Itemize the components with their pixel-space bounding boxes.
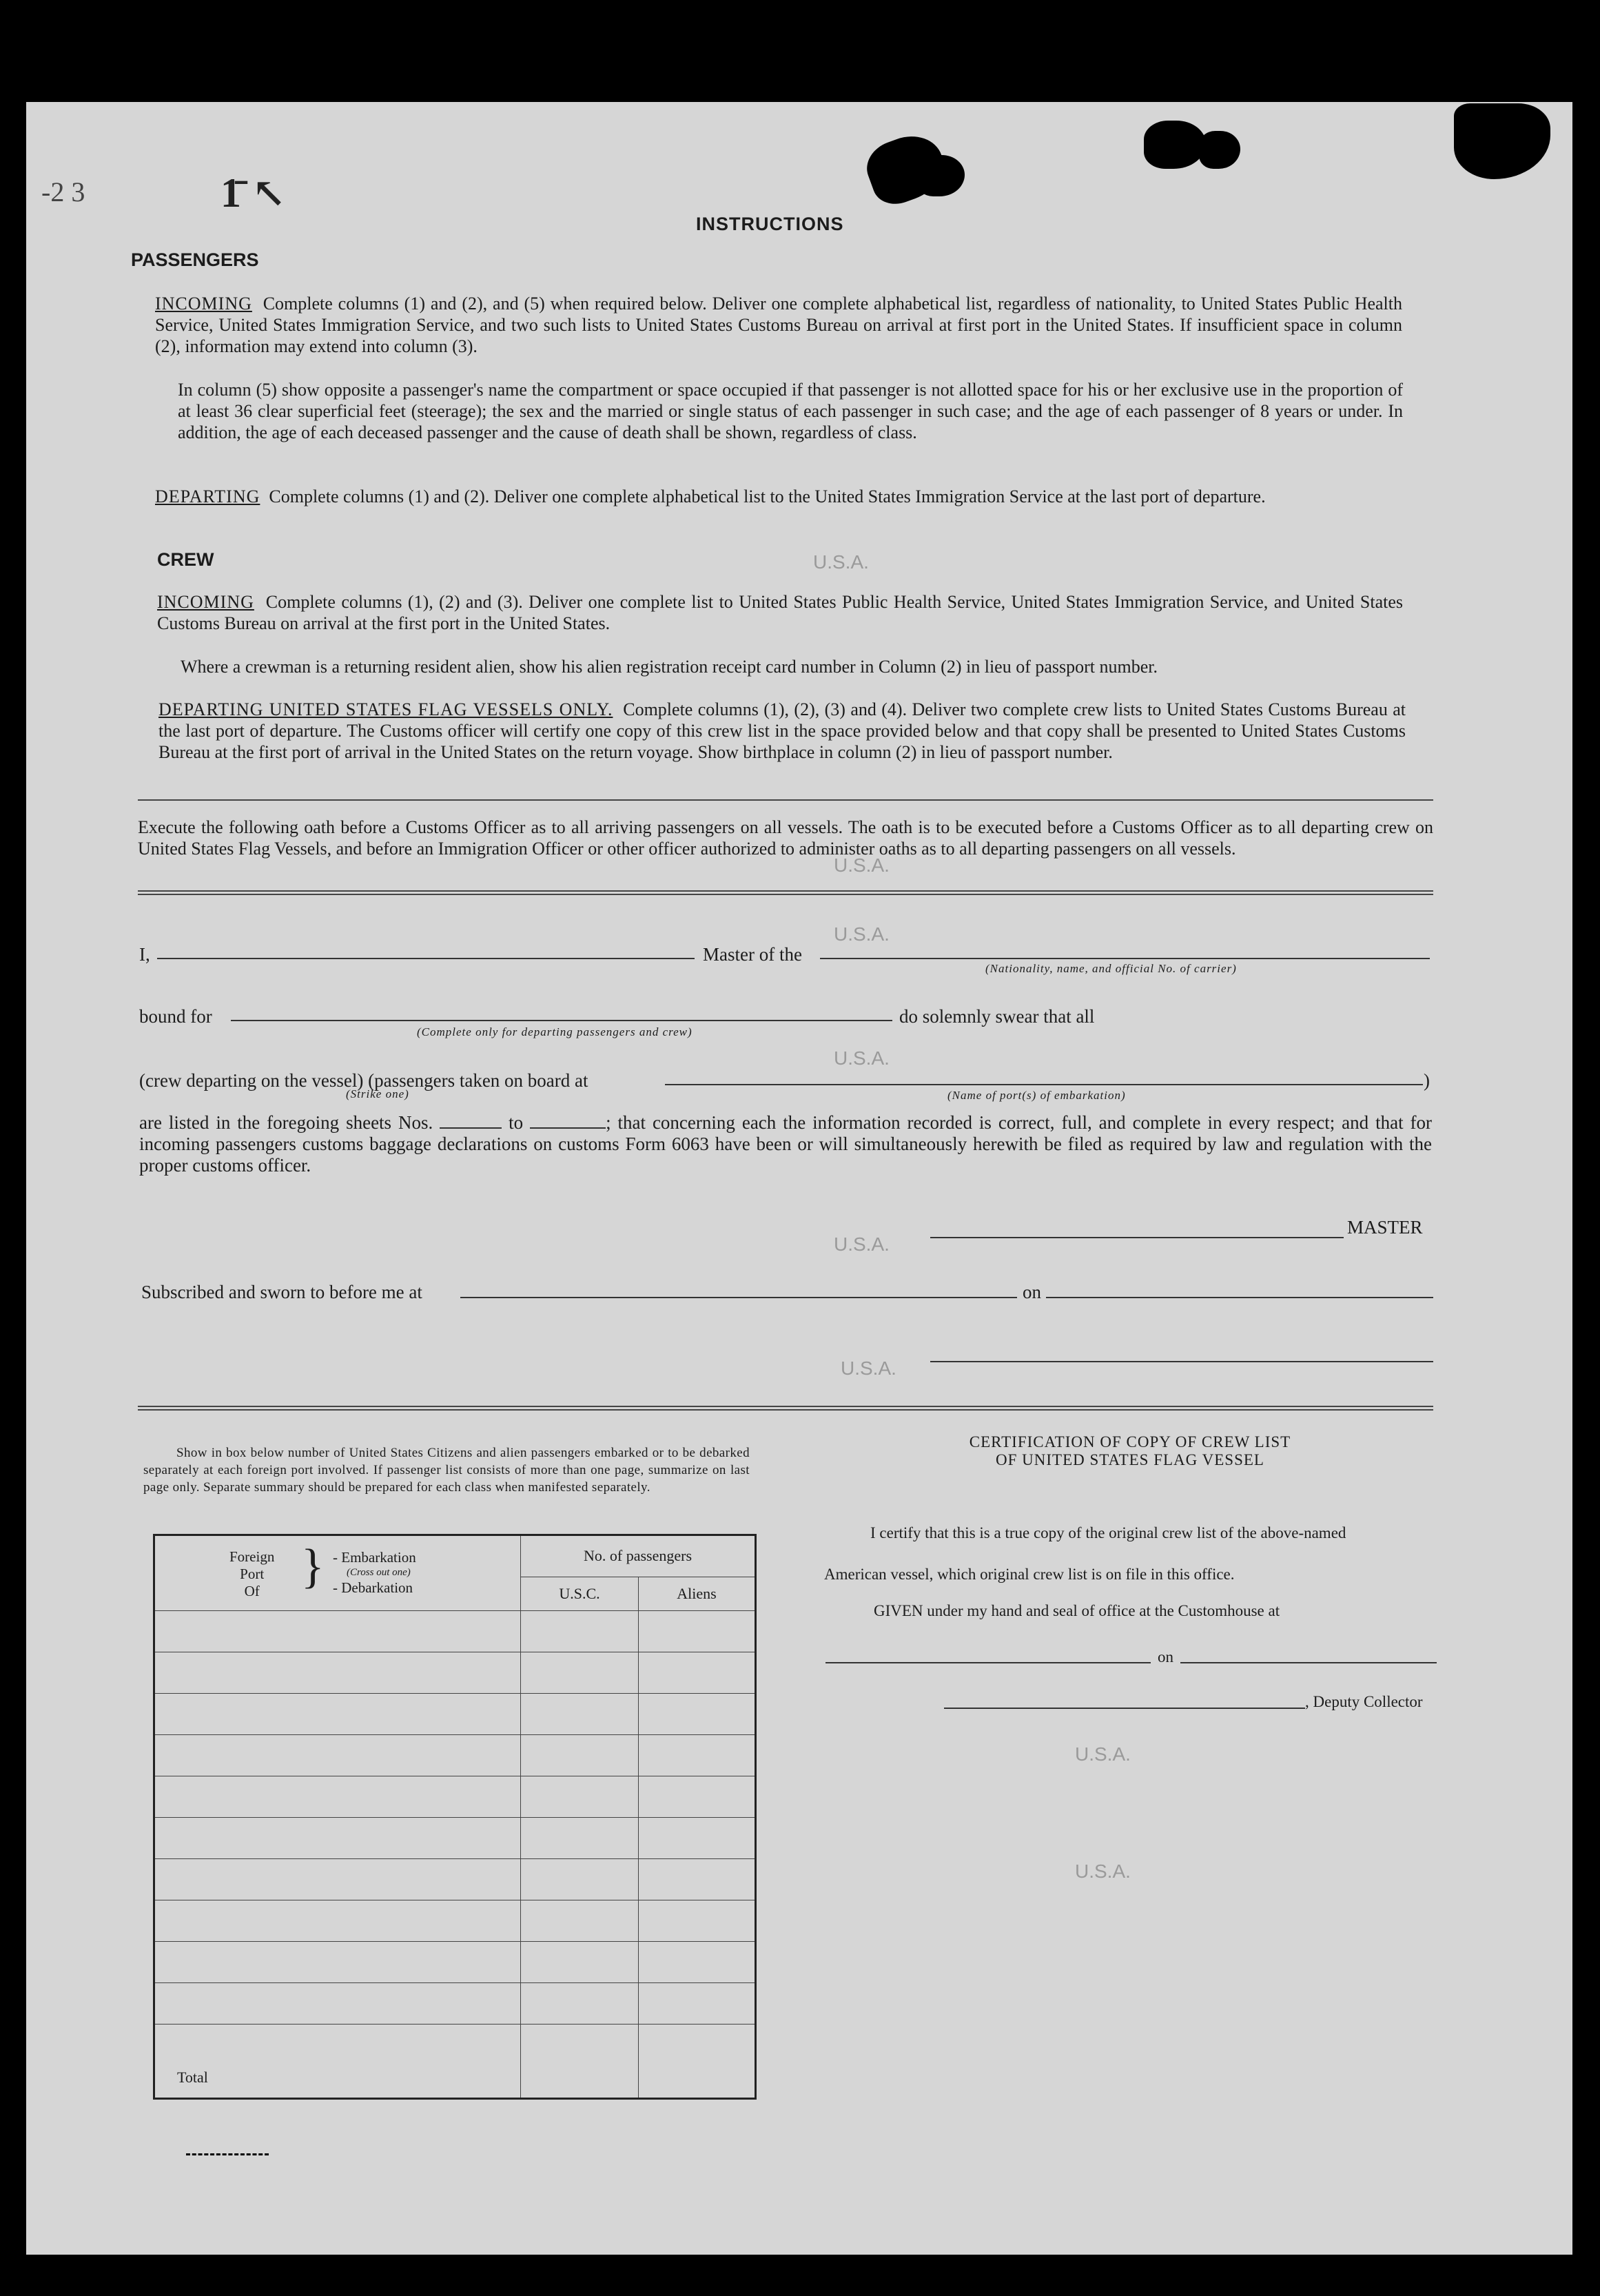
bleed-through: U.S.A. bbox=[1075, 1743, 1131, 1765]
handwritten-mark: -2 3 bbox=[41, 176, 85, 207]
passengers-departing-text: Complete columns (1) and (2). Deliver one complete alphabetical list to the United States Immigration Service at the last port of departure. bbox=[269, 486, 1266, 506]
aliens-header: Aliens bbox=[639, 1577, 756, 1610]
close-paren: ) bbox=[1424, 1070, 1430, 1091]
port-cell[interactable] bbox=[154, 1652, 521, 1694]
table-row bbox=[154, 1735, 756, 1776]
usc-cell[interactable] bbox=[521, 1611, 639, 1652]
table-row bbox=[154, 1652, 756, 1694]
passengers-departing-label: DEPARTING bbox=[155, 486, 260, 506]
crew-incoming-paragraph bbox=[157, 591, 1403, 634]
customhouse-field[interactable] bbox=[825, 1662, 1151, 1663]
certification-title-line1: CERTIFICATION OF COPY OF CREW LIST bbox=[969, 1433, 1291, 1451]
port-cell[interactable] bbox=[154, 1859, 521, 1900]
aliens-cell[interactable] bbox=[639, 1818, 756, 1859]
master-signature-field[interactable] bbox=[930, 1237, 1344, 1238]
crew-incoming-label: INCOMING bbox=[157, 592, 254, 612]
sworn-date-field[interactable] bbox=[1046, 1297, 1433, 1298]
master-label: MASTER bbox=[1347, 1217, 1423, 1238]
port-label: Port bbox=[240, 1566, 265, 1582]
table-row bbox=[154, 1694, 756, 1735]
usc-cell[interactable] bbox=[521, 1694, 639, 1735]
deputy-signature-field[interactable] bbox=[944, 1708, 1305, 1709]
divider bbox=[138, 890, 1433, 895]
to-label: to bbox=[509, 1112, 524, 1133]
passengers-heading: PASSENGERS bbox=[131, 249, 259, 270]
name-of-ports-hint: (Name of port(s) of embarkation) bbox=[947, 1089, 1126, 1102]
cross-out-hint: (Cross out one) bbox=[347, 1567, 411, 1578]
aliens-cell[interactable] bbox=[639, 1611, 756, 1652]
certification-title bbox=[827, 1433, 1433, 1469]
bleed-through: U.S.A. bbox=[834, 1047, 890, 1069]
divider bbox=[138, 799, 1433, 801]
aliens-cell[interactable] bbox=[639, 1735, 756, 1776]
passengers-incoming-paragraph bbox=[155, 293, 1402, 357]
embarkation-options bbox=[333, 1550, 416, 1595]
usc-cell[interactable] bbox=[521, 1818, 639, 1859]
officer-signature-field[interactable] bbox=[930, 1361, 1433, 1362]
table-row bbox=[154, 1818, 756, 1859]
crew-departing-text: Complete columns (1), (2), (3) and (4). Deliver two complete crew lists to United States Customs Bureau at the last port of departure. The Customs officer will certify one copy of this crew list in the space provided below and that copy shall be presented to United States Customs Bureau at the first port of arrival in the United States on the return voyage. Show birthplace in column (2) in lieu of passport number. bbox=[158, 699, 1406, 762]
port-cell[interactable] bbox=[154, 1900, 521, 1942]
table-row bbox=[154, 1942, 756, 1983]
bleed-through: U.S.A. bbox=[834, 1233, 890, 1255]
embarkation-label: - Embarkation bbox=[333, 1549, 416, 1566]
table-row bbox=[154, 1776, 756, 1818]
crew-resident-paragraph: Where a crewman is a returning resident alien, show his alien registration receipt card number in Column (2) in lieu of passport number. bbox=[181, 657, 1158, 677]
passenger-summary-table bbox=[153, 1534, 757, 2100]
crew-passengers-label: (crew departing on the vessel) (passengers taken on board at bbox=[139, 1070, 588, 1091]
certification-on-label: on bbox=[1158, 1648, 1173, 1665]
bound-for-field[interactable] bbox=[231, 1020, 892, 1021]
embarkation-port-field[interactable] bbox=[665, 1084, 1423, 1085]
total-usc-cell[interactable] bbox=[521, 2025, 639, 2099]
port-cell[interactable] bbox=[154, 1818, 521, 1859]
port-header-cell bbox=[154, 1535, 521, 1611]
total-row bbox=[154, 2025, 756, 2099]
bleed-through: U.S.A. bbox=[813, 551, 869, 573]
listed-paragraph bbox=[139, 1112, 1432, 1176]
sworn-on-label: on bbox=[1023, 1282, 1041, 1302]
divider bbox=[138, 1406, 1433, 1411]
bleed-through: U.S.A. bbox=[834, 923, 890, 945]
aliens-cell[interactable] bbox=[639, 1859, 756, 1900]
aliens-cell[interactable] bbox=[639, 1652, 756, 1694]
total-aliens-cell[interactable] bbox=[639, 2025, 756, 2099]
carrier-field[interactable] bbox=[820, 958, 1430, 959]
oath-i-label: I, bbox=[139, 944, 150, 965]
aliens-cell[interactable] bbox=[639, 1776, 756, 1818]
certification-date-field[interactable] bbox=[1180, 1662, 1437, 1663]
bleed-through: U.S.A. bbox=[841, 1357, 896, 1379]
oath-instructions: Execute the following oath before a Customs Officer as to all arriving passengers on all vessels. The oath is to be executed before a Customs Officer as to all departing crew on United States Flag Vessels, and before an Immigration Officer or other officer authorized to administer oaths as to all departing passengers on all vessels. bbox=[138, 817, 1433, 859]
port-cell[interactable] bbox=[154, 1694, 521, 1735]
master-of-the-label: Master of the bbox=[703, 944, 802, 965]
listed-text-1: are listed in the foregoing sheets Nos. bbox=[139, 1112, 433, 1133]
bleed-through: U.S.A. bbox=[1075, 1861, 1131, 1882]
bound-for-label: bound for bbox=[139, 1006, 212, 1027]
port-cell[interactable] bbox=[154, 1983, 521, 2025]
aliens-cell[interactable] bbox=[639, 1694, 756, 1735]
passengers-departing-paragraph bbox=[155, 486, 1402, 507]
usc-cell[interactable] bbox=[521, 1776, 639, 1818]
aliens-cell[interactable] bbox=[639, 1983, 756, 2025]
crew-incoming-text: Complete columns (1), (2) and (3). Deliver one complete list to United States Public Health Service, United States Immigration Service, and United States Customs Bureau on arrival at the first port in the United States. bbox=[157, 592, 1403, 633]
usc-cell[interactable] bbox=[521, 1900, 639, 1942]
table-row bbox=[154, 1611, 756, 1652]
nationality-hint: (Nationality, name, and official No. of carrier) bbox=[985, 962, 1237, 975]
of-label: Of bbox=[244, 1583, 260, 1599]
handwritten-mark: 1̄ ↖ bbox=[220, 170, 287, 216]
crew-heading: CREW bbox=[157, 549, 214, 570]
aliens-cell[interactable] bbox=[639, 1942, 756, 1983]
port-cell[interactable] bbox=[154, 1776, 521, 1818]
footer-mark bbox=[186, 2153, 269, 2158]
table-row bbox=[154, 1983, 756, 2025]
total-label: Total bbox=[154, 2025, 521, 2099]
table-row bbox=[154, 1859, 756, 1900]
deputy-collector-label: , Deputy Collector bbox=[1305, 1693, 1423, 1710]
port-cell[interactable] bbox=[154, 1942, 521, 1983]
subscribed-label: Subscribed and sworn to before me at bbox=[141, 1282, 422, 1302]
strike-one-hint: (Strike one) bbox=[346, 1087, 409, 1100]
foreign-port-of bbox=[229, 1548, 274, 1600]
foreign-label: Foreign bbox=[229, 1548, 275, 1565]
solemnly-swear-label: do solemnly swear that all bbox=[899, 1006, 1095, 1027]
column5-paragraph: In column (5) show opposite a passenger's name the compartment or space occupied if that passenger is not allotted space for his or her exclusive use in the proportion of at least 36 clear superficial feet (steerage); the sex and the married or single status of each passenger in such case; and the age of each passenger of 8 years or under. In addition, the age of each deceased passenger and the cause of death shall be shown, regardless of class. bbox=[178, 380, 1403, 442]
port-cell[interactable] bbox=[154, 1735, 521, 1776]
usc-cell[interactable] bbox=[521, 1983, 639, 2025]
brace-icon: } bbox=[301, 1540, 325, 1593]
bleed-through: U.S.A. bbox=[834, 854, 890, 876]
usc-cell[interactable] bbox=[521, 1735, 639, 1776]
crew-departing-paragraph bbox=[158, 699, 1406, 763]
usc-cell[interactable] bbox=[521, 1859, 639, 1900]
master-name-field[interactable] bbox=[157, 958, 695, 959]
port-cell[interactable] bbox=[154, 1611, 521, 1652]
passengers-incoming-text: Complete columns (1) and (2), and (5) when required below. Deliver one complete alphabetical list, regardless of nationality, to United States Public Health Service, United States Immigration Service, and two such lists to United States Customs Bureau on arrival at first port in the United States. If insufficient space in column (2), information may extend into column (3). bbox=[155, 294, 1402, 356]
passengers-incoming-label: INCOMING bbox=[155, 294, 252, 314]
given-line: GIVEN under my hand and seal of office at the Customhouse at bbox=[874, 1602, 1280, 1619]
usc-cell[interactable] bbox=[521, 1652, 639, 1694]
sheet-from-field[interactable] bbox=[440, 1127, 502, 1129]
instructions-title: INSTRUCTIONS bbox=[696, 214, 844, 234]
sworn-place-field[interactable] bbox=[460, 1297, 1017, 1298]
usc-header: U.S.C. bbox=[521, 1577, 639, 1610]
certify-line2: American vessel, which original crew list is on file in this office. bbox=[824, 1566, 1235, 1583]
complete-only-hint: (Complete only for departing passengers and crew) bbox=[417, 1025, 693, 1038]
usc-cell[interactable] bbox=[521, 1942, 639, 1983]
certification-title-line2: OF UNITED STATES FLAG VESSEL bbox=[996, 1451, 1264, 1468]
no-of-passengers-header: No. of passengers bbox=[521, 1535, 756, 1577]
listed-text-2: ; that concerning each the information recorded is correct, full, and complete in every respect; and that for incoming passengers customs baggage declarations on customs Form 6063 have been or will simultaneously herewith be filed as required by law and regulation with the proper customs officer. bbox=[139, 1112, 1433, 1176]
sheet-to-field[interactable] bbox=[530, 1127, 606, 1129]
crew-departing-label: DEPARTING UNITED STATES FLAG VESSELS ONLY. bbox=[158, 699, 613, 719]
table-row bbox=[154, 1900, 756, 1942]
summary-instructions: Show in box below number of United States Citizens and alien passengers embarked or to be debarked separately at each foreign port involved. If passenger list consists of more than one page, summarize on last page only. Separate summary should be prepared for each class when manifested separately. bbox=[143, 1446, 750, 1495]
certify-line1: I certify that this is a true copy of the original crew list of the above-named bbox=[870, 1524, 1346, 1541]
aliens-cell[interactable] bbox=[639, 1900, 756, 1942]
debarkation-label: - Debarkation bbox=[333, 1579, 413, 1596]
